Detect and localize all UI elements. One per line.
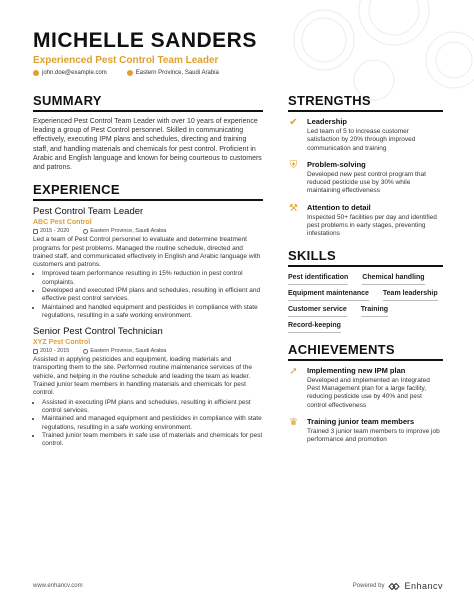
job-description: Led a team of Pest Control personnel to evaluate and determine treatment programs for pest problems. Managed the routine schedule, directed and trained staff, and communicated effectively in English and Arabic language with customers and patrons. — [33, 236, 261, 269]
at-icon — [33, 70, 39, 76]
strength-item — [288, 117, 443, 153]
skill-tag: Equipment maintenance — [288, 290, 369, 301]
job-title: Pest Control Team Leader — [33, 206, 144, 218]
skill-tag: Record-keeping — [288, 322, 341, 333]
strength-item — [288, 160, 443, 196]
job-title: Senior Pest Control Technician — [33, 326, 163, 338]
skill-tag: Customer service — [288, 306, 347, 317]
achievement-desc: Trained 3 junior team members to improve job performance and promotion — [307, 427, 440, 444]
tools-icon: ⚒ — [289, 202, 298, 214]
strength-title: Leadership — [307, 117, 348, 126]
strength-item — [288, 203, 443, 239]
powered-by-text: Powered by — [352, 583, 385, 589]
job-location: Eastern Province, Saudi Arabia — [90, 228, 167, 235]
experience-item — [33, 206, 263, 320]
job-bullet: • Assisted in executing IPM plans and schedules, resulting in efficient pest control services. — [42, 399, 263, 416]
achievement-item — [288, 366, 443, 410]
skill-tag: Training — [361, 306, 388, 317]
location-pin-icon — [127, 70, 133, 76]
job-dates: 2010 - 2015 — [40, 348, 70, 355]
job-bullet: • Maintained and handled equipment and pesticides in compliance with state regulations, resulting in a safe working environment. — [42, 304, 263, 321]
achievements-heading: ACHIEVEMENTS — [288, 342, 443, 361]
location-pin-icon — [83, 349, 88, 354]
job-bullet: • Developed and executed IPM plans and schedules, resulting in efficient and effective pest control services. — [42, 287, 263, 304]
skill-tag: Chemical handling — [362, 274, 424, 285]
rocket-icon: ➚ — [289, 365, 298, 377]
candidate-name: MICHELLE SANDERS — [33, 29, 257, 52]
strength-desc: Inspected 50+ facilities per day and identified pest problems in early stages, preventing infestations — [307, 213, 437, 238]
footer-site-link[interactable]: www.enhancv.com — [33, 583, 83, 589]
strengths-heading: STRENGTHS — [288, 93, 443, 112]
job-company: XYZ Pest Control — [33, 339, 91, 347]
job-bullets — [42, 399, 263, 449]
achievement-title: Training junior team members — [307, 416, 415, 426]
job-bullet: • Maintained and managed equipment and pesticides in compliance with state regulations, resulting in a safe working environment. — [42, 415, 263, 432]
enhancv-logo-icon — [388, 582, 400, 591]
right-column — [288, 93, 443, 451]
strength-desc: Developed new pest control program that reduced pesticide use by 30% while maintaining effectiveness — [307, 170, 426, 195]
job-bullets — [42, 270, 263, 320]
experience-heading: EXPERIENCE — [33, 182, 263, 201]
location-contact — [127, 70, 219, 76]
strength-title: Problem-solving — [307, 159, 366, 169]
job-meta — [33, 228, 263, 234]
skills-heading: SKILLS — [288, 248, 443, 267]
calendar-icon — [33, 349, 38, 354]
email-text: john.doe@example.com — [42, 70, 107, 76]
trophy-icon: ♛ — [289, 416, 298, 428]
job-bullet: • Improved team performance resulting in 15% reduction in pest control complaints. — [42, 270, 263, 287]
skill-tag: Pest identification — [288, 274, 348, 285]
strength-desc: Led team of 5 to increase customer satisfaction by 20% through improved communication and training — [307, 128, 416, 152]
skills-list — [288, 272, 443, 333]
job-company: ABC Pest Control — [33, 219, 92, 227]
job-location: Eastern Province, Saudi Arabia — [90, 348, 167, 355]
location-pin-icon — [83, 229, 88, 234]
shield-icon: ⛨ — [289, 159, 298, 171]
resume-header — [33, 30, 443, 76]
summary-heading: SUMMARY — [33, 93, 263, 112]
location-text: Eastern Province, Saudi Arabia — [135, 70, 219, 76]
summary-text: Experienced Pest Control Team Leader with over 10 years of experience leading a group of Pest Control personnel. Skilled in communicating effectively, executing IPM plans and schedules, directing and training staff, and handling materials and chemicals for pest control. Proficient in Arabic and English language and known for being courteous to customers and patrons. — [33, 118, 262, 172]
strength-title: Attention to detail — [307, 202, 371, 212]
footer-brand — [353, 581, 443, 591]
page-footer — [33, 581, 443, 591]
job-bullet: • Trained junior team members in safe use of materials and chemicals for pest control. — [42, 432, 263, 449]
experience-item — [33, 326, 263, 448]
calendar-icon — [33, 229, 38, 234]
achievement-title: Implementing new IPM plan — [307, 365, 406, 375]
job-dates: 2015 - 2020 — [40, 228, 70, 235]
achievement-item — [288, 417, 443, 445]
contact-info — [33, 70, 443, 76]
brand-name: Enhancv — [404, 581, 443, 591]
job-meta — [33, 348, 263, 354]
candidate-role: Experienced Pest Control Team Leader — [33, 55, 219, 66]
email-contact[interactable] — [33, 70, 107, 76]
job-description: Assisted in applying pesticides and equipment, loading materials and transporting them to the site. Performed routine maintenance services of the vehicle, and helping in the routine schedule and leading the team as leader. Trained junior team members in handling materials and chemicals for pest control. — [33, 356, 252, 397]
skill-tag: Team leadership — [383, 290, 438, 301]
left-column — [33, 93, 263, 448]
check-icon: ✔ — [289, 117, 298, 128]
achievement-desc: Developed and implemented an Integrated Pest Management plan for a large facility, reducing pesticide use by 40% and pest control effectiveness — [307, 376, 430, 409]
